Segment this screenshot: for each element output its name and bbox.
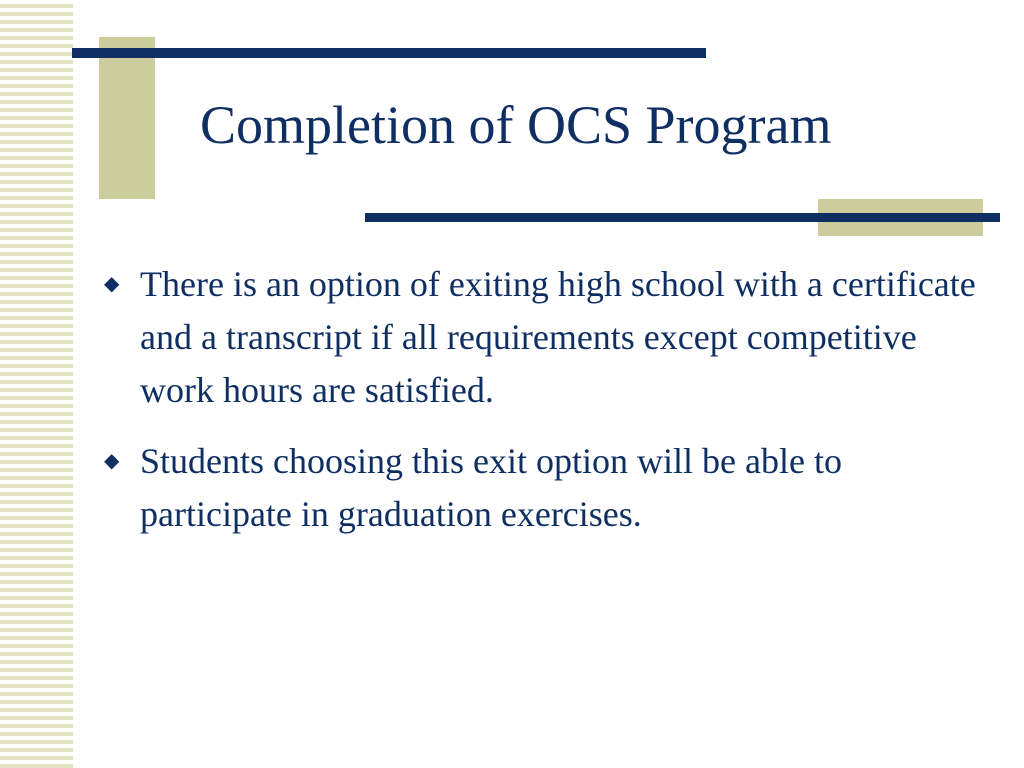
decorative-stripe-band (0, 0, 73, 768)
decorative-accent-block-left (99, 37, 155, 199)
bullet-text: Students choosing this exit option will be able to participate in graduation exercises. (140, 441, 842, 534)
decorative-bottom-rule (365, 213, 1000, 222)
bullet-item (104, 258, 984, 417)
diamond-bullet-icon: ◆ (104, 273, 120, 295)
slide-title: Completion of OCS Program (200, 95, 832, 155)
decorative-top-rule (72, 48, 706, 58)
bullet-list (104, 258, 984, 559)
bullet-item (104, 435, 984, 541)
bullet-text: There is an option of exiting high school with a certificate and a transcript if all requirements except competitive work hours are satisfied. (140, 264, 976, 410)
diamond-bullet-icon: ◆ (104, 450, 120, 472)
